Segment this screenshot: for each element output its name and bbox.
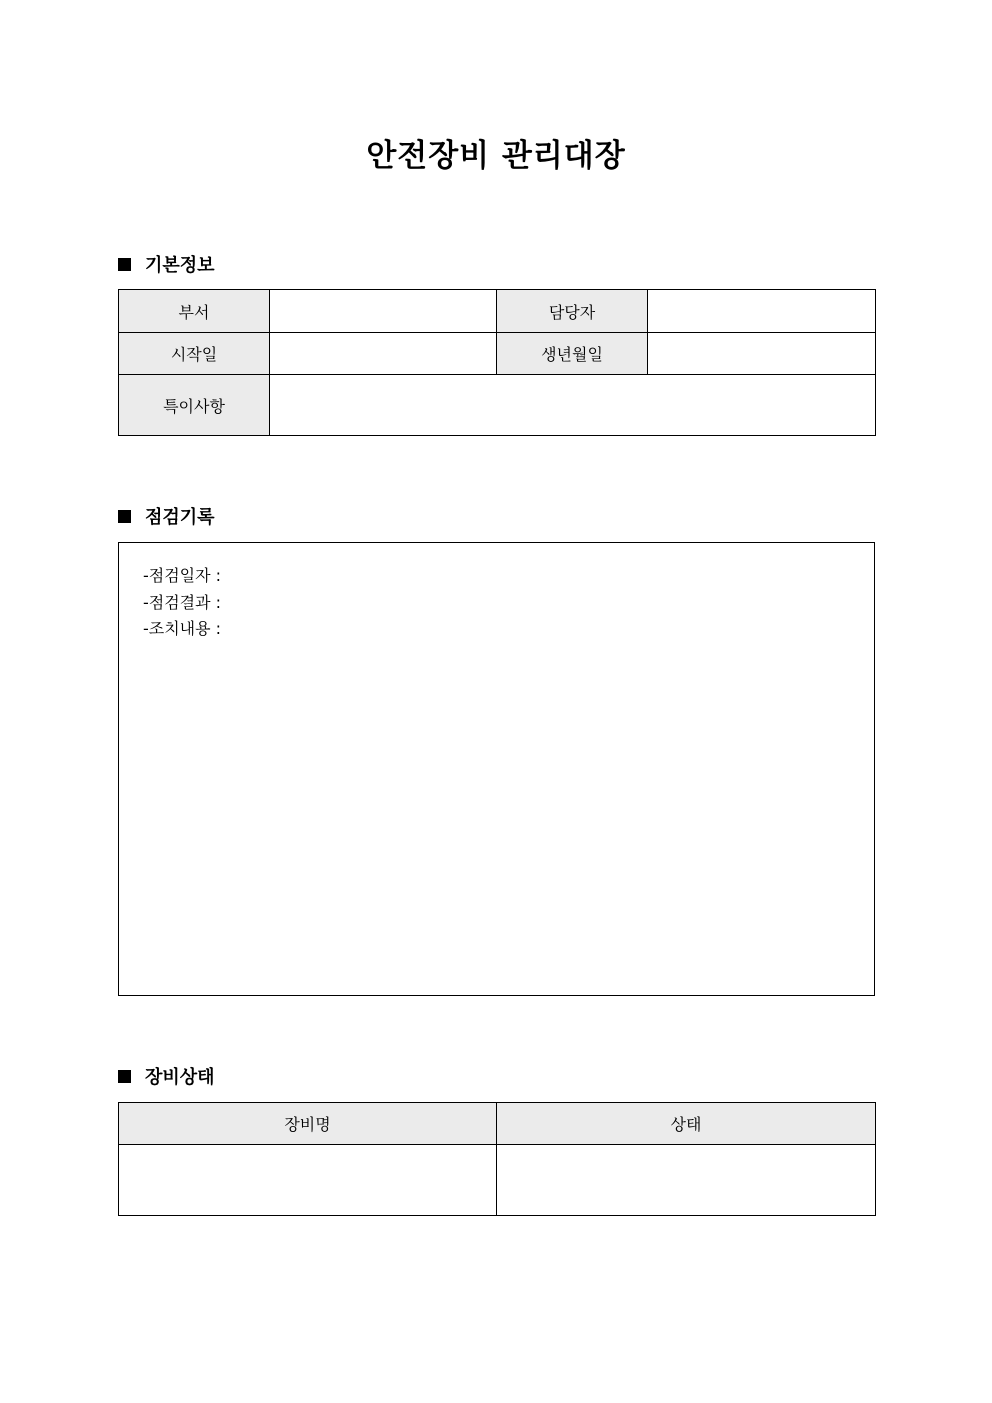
start-date-field[interactable]: [270, 333, 497, 375]
inspection-record-box[interactable]: [118, 542, 875, 996]
inspection-result-line: -점검결과 :: [143, 592, 222, 612]
equipment-name-field[interactable]: [119, 1145, 497, 1216]
birthdate-label: 생년월일: [497, 333, 648, 375]
section-heading-label: 장비상태: [145, 1067, 215, 1088]
manager-field[interactable]: [648, 290, 876, 333]
table-header-row: [119, 1103, 876, 1145]
square-bullet-icon: [118, 510, 131, 523]
section-heading-label: 기본정보: [145, 255, 215, 276]
table-row: [119, 290, 876, 333]
section-heading-inspection: [118, 504, 215, 528]
square-bullet-icon: [118, 258, 131, 271]
inspection-record-lines: [143, 563, 221, 643]
table-row: [119, 333, 876, 375]
status-header: 상태: [497, 1103, 876, 1145]
page-title: 안전장비 관리대장: [366, 138, 626, 174]
table-row: [119, 375, 876, 436]
birthdate-field[interactable]: [648, 333, 876, 375]
table-row: [119, 1145, 876, 1216]
department-label: 부서: [119, 290, 270, 333]
section-heading-label: 점검기록: [145, 507, 215, 528]
section-heading-basic-info: [118, 252, 215, 276]
square-bullet-icon: [118, 1070, 131, 1083]
notes-label: 특이사항: [119, 375, 270, 436]
department-field[interactable]: [270, 290, 497, 333]
status-field[interactable]: [497, 1145, 876, 1216]
equipment-name-header: 장비명: [119, 1103, 497, 1145]
action-taken-line: -조치내용 :: [143, 619, 222, 638]
notes-field[interactable]: [270, 375, 876, 436]
equipment-status-table: [118, 1102, 876, 1216]
basic-info-table: [118, 289, 876, 436]
inspection-date-line: -점검일자 :: [143, 566, 222, 585]
section-heading-equipment: [118, 1064, 215, 1088]
manager-label: 담당자: [497, 290, 648, 333]
start-date-label: 시작일: [119, 333, 270, 375]
